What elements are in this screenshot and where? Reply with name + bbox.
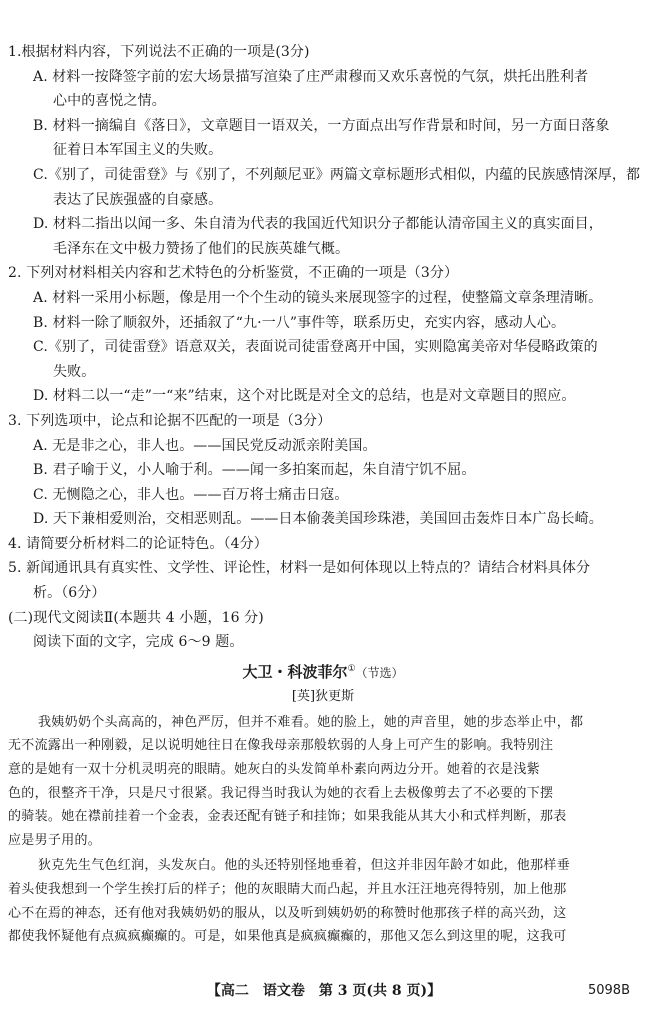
question-1-option-c: C.《别了，司徒雷登》与《别了，不列颠尼亚》两篇文章标题形式相似，内蕴的民族感情深厚，都 — [33, 166, 641, 183]
question-3-stem: 3. 下列选项中，论点和论据不匹配的一项是（3分） — [8, 412, 332, 429]
question-5-line-2: 析。（6分） — [33, 585, 106, 602]
question-3-option-d: D. 天下兼相爱则治，交相恶则乱。——日本偷袭美国珍珠港，美国回击轰炸日本广岛长崎。 — [33, 511, 603, 528]
passage-paragraph-2 — [8, 854, 638, 948]
question-1 — [8, 40, 641, 261]
passage-line: 我姨奶奶个头高高的，神色严厉，但并不难看。她的脸上，她的声音里，她的步态举止中，都 — [38, 714, 584, 730]
passage-line: 意的是她有一双十分机灵明亮的眼睛。她灰白的头发简单朴素向两边分开。她着的衣是浅紫 — [8, 762, 541, 778]
question-1-option-d: D. 材料二指出以闻一多、朱自清为代表的我国近代知识分子都能认清帝国主义的真实面目， — [33, 216, 603, 233]
passage-line: 狄克先生气色红润，头发灰白。他的头还特别怪地垂着，但这并非因年龄才如此，他那样垂 — [38, 858, 571, 874]
passage-line: 的骑装。她在襟前挂着一个金表，金表还配有链子和挂饰；如果我能从其大小和式样判断，那表 — [8, 809, 567, 825]
passage-title — [8, 657, 638, 685]
question-2-option-c: C.《别了，司徒雷登》语意双关，表面说司徒雷登离开中国，实则隐寓美帝对华侵略政策的 — [33, 339, 598, 356]
passage-line: 无不流露出一种刚毅，足以说明她往日在像我母亲那般软弱的人身上可产生的影响。我特别注 — [8, 738, 554, 754]
question-2-stem: 2. 下列对材料相关内容和艺术特色的分析鉴赏，不正确的一项是（3分） — [8, 265, 459, 282]
question-5-line-1: 5. 新闻通讯具有真实性、文学性、评论性，材料一是如何体现以上特点的？请结合材料具体分 — [8, 560, 591, 577]
passage-line: 都使我怀疑他有点疯疯癫癫的。可是，如果他真是疯疯癫癫的，那他又怎么到这里的呢，这我可 — [8, 929, 567, 945]
section-heading: (二)现代文阅读Ⅱ(本题共 4 小题，16 分) — [8, 609, 264, 626]
question-1-option-b-cont: 征着日本军国主义的失败。 — [53, 142, 223, 159]
passage-line: 应是男子用的。 — [8, 832, 102, 848]
question-1-stem: 1.根据材料内容，下列说法不正确的一项是(3分) — [8, 44, 310, 60]
question-4: 4. 请简要分析材料二的论证特色。（4分） — [8, 535, 268, 552]
passage-title-text: 大卫・科波菲尔 — [242, 662, 348, 681]
passage-paragraph-1 — [8, 711, 638, 853]
question-3-option-a: A. 无是非之心，非人也。——国民党反动派亲附美国。 — [33, 437, 377, 454]
page-content — [8, 40, 641, 949]
passage-line: 心不在焉的神态，还有他对我姨奶奶的服从，以及听到姨奶奶的称赞时他那孩子样的高兴劲，这 — [8, 905, 567, 921]
section-instruction: 阅读下面的文字，完成 6～9 题。 — [33, 634, 244, 651]
question-1-option-a: A. 材料一按降签字前的宏大场景描写渲染了庄严肃穆而又欢乐喜悦的气氛，烘托出胜利者 — [33, 68, 589, 85]
excerpt-note: （节选） — [355, 665, 404, 680]
footer-code: 5098B — [587, 983, 630, 998]
passage-line: 色的，很整齐干净，只是尺寸很紧。我记得当时我认为她的衣看上去极像剪去了不必要的下摆 — [8, 785, 554, 801]
question-3-option-b: B. 君子喻于义，小人喻于利。——闻一多拍案而起，朱自清宁饥不屈。 — [33, 462, 476, 479]
question-3-option-c: C. 无恻隐之心，非人也。——百万将士痛击日寇。 — [33, 486, 349, 503]
page-footer — [0, 980, 648, 1002]
question-2-option-a: A. 材料一采用小标题，像是用一个个生动的镜头来展现签字的过程，使整篇文章条理清晰。 — [33, 289, 603, 306]
footnote-mark: ① — [347, 663, 356, 674]
question-5 — [8, 556, 638, 605]
question-2-option-b: B. 材料一除了顺叙外，还插叙了“九·一八”事件等，联系历史，充实内容，感动人心。 — [33, 314, 566, 331]
question-2 — [8, 261, 638, 409]
question-2-option-c-cont: 失败。 — [53, 363, 96, 380]
question-1-option-b: B. 材料一摘编自《落日》，文章题目一语双关，一方面点出写作背景和时间，另一方面日落象 — [33, 117, 610, 134]
question-1-option-a-cont: 心中的喜悦之情。 — [53, 93, 166, 110]
question-1-option-d-cont: 毛泽东在文中极力赞扬了他们的民族英雄气概。 — [53, 240, 350, 257]
question-2-option-d: D. 材料二以一“走”一“来”结束，这个对比既是对全文的总结，也是对文章题目的照应。 — [33, 388, 576, 405]
question-3 — [8, 409, 638, 532]
footer-page-info: 【高二 语文卷 第 3 页(共 8 页)】 — [206, 983, 442, 999]
passage-author: [英]狄更斯 — [291, 688, 355, 704]
question-1-option-c-cont: 表达了民族强盛的自豪感。 — [53, 191, 223, 208]
passage-line: 着头使我想到一个学生挨打后的样子；他的灰眼睛大而凸起，并且水汪汪地亮得特别，加上他那 — [8, 882, 567, 897]
passage-body — [8, 711, 638, 949]
